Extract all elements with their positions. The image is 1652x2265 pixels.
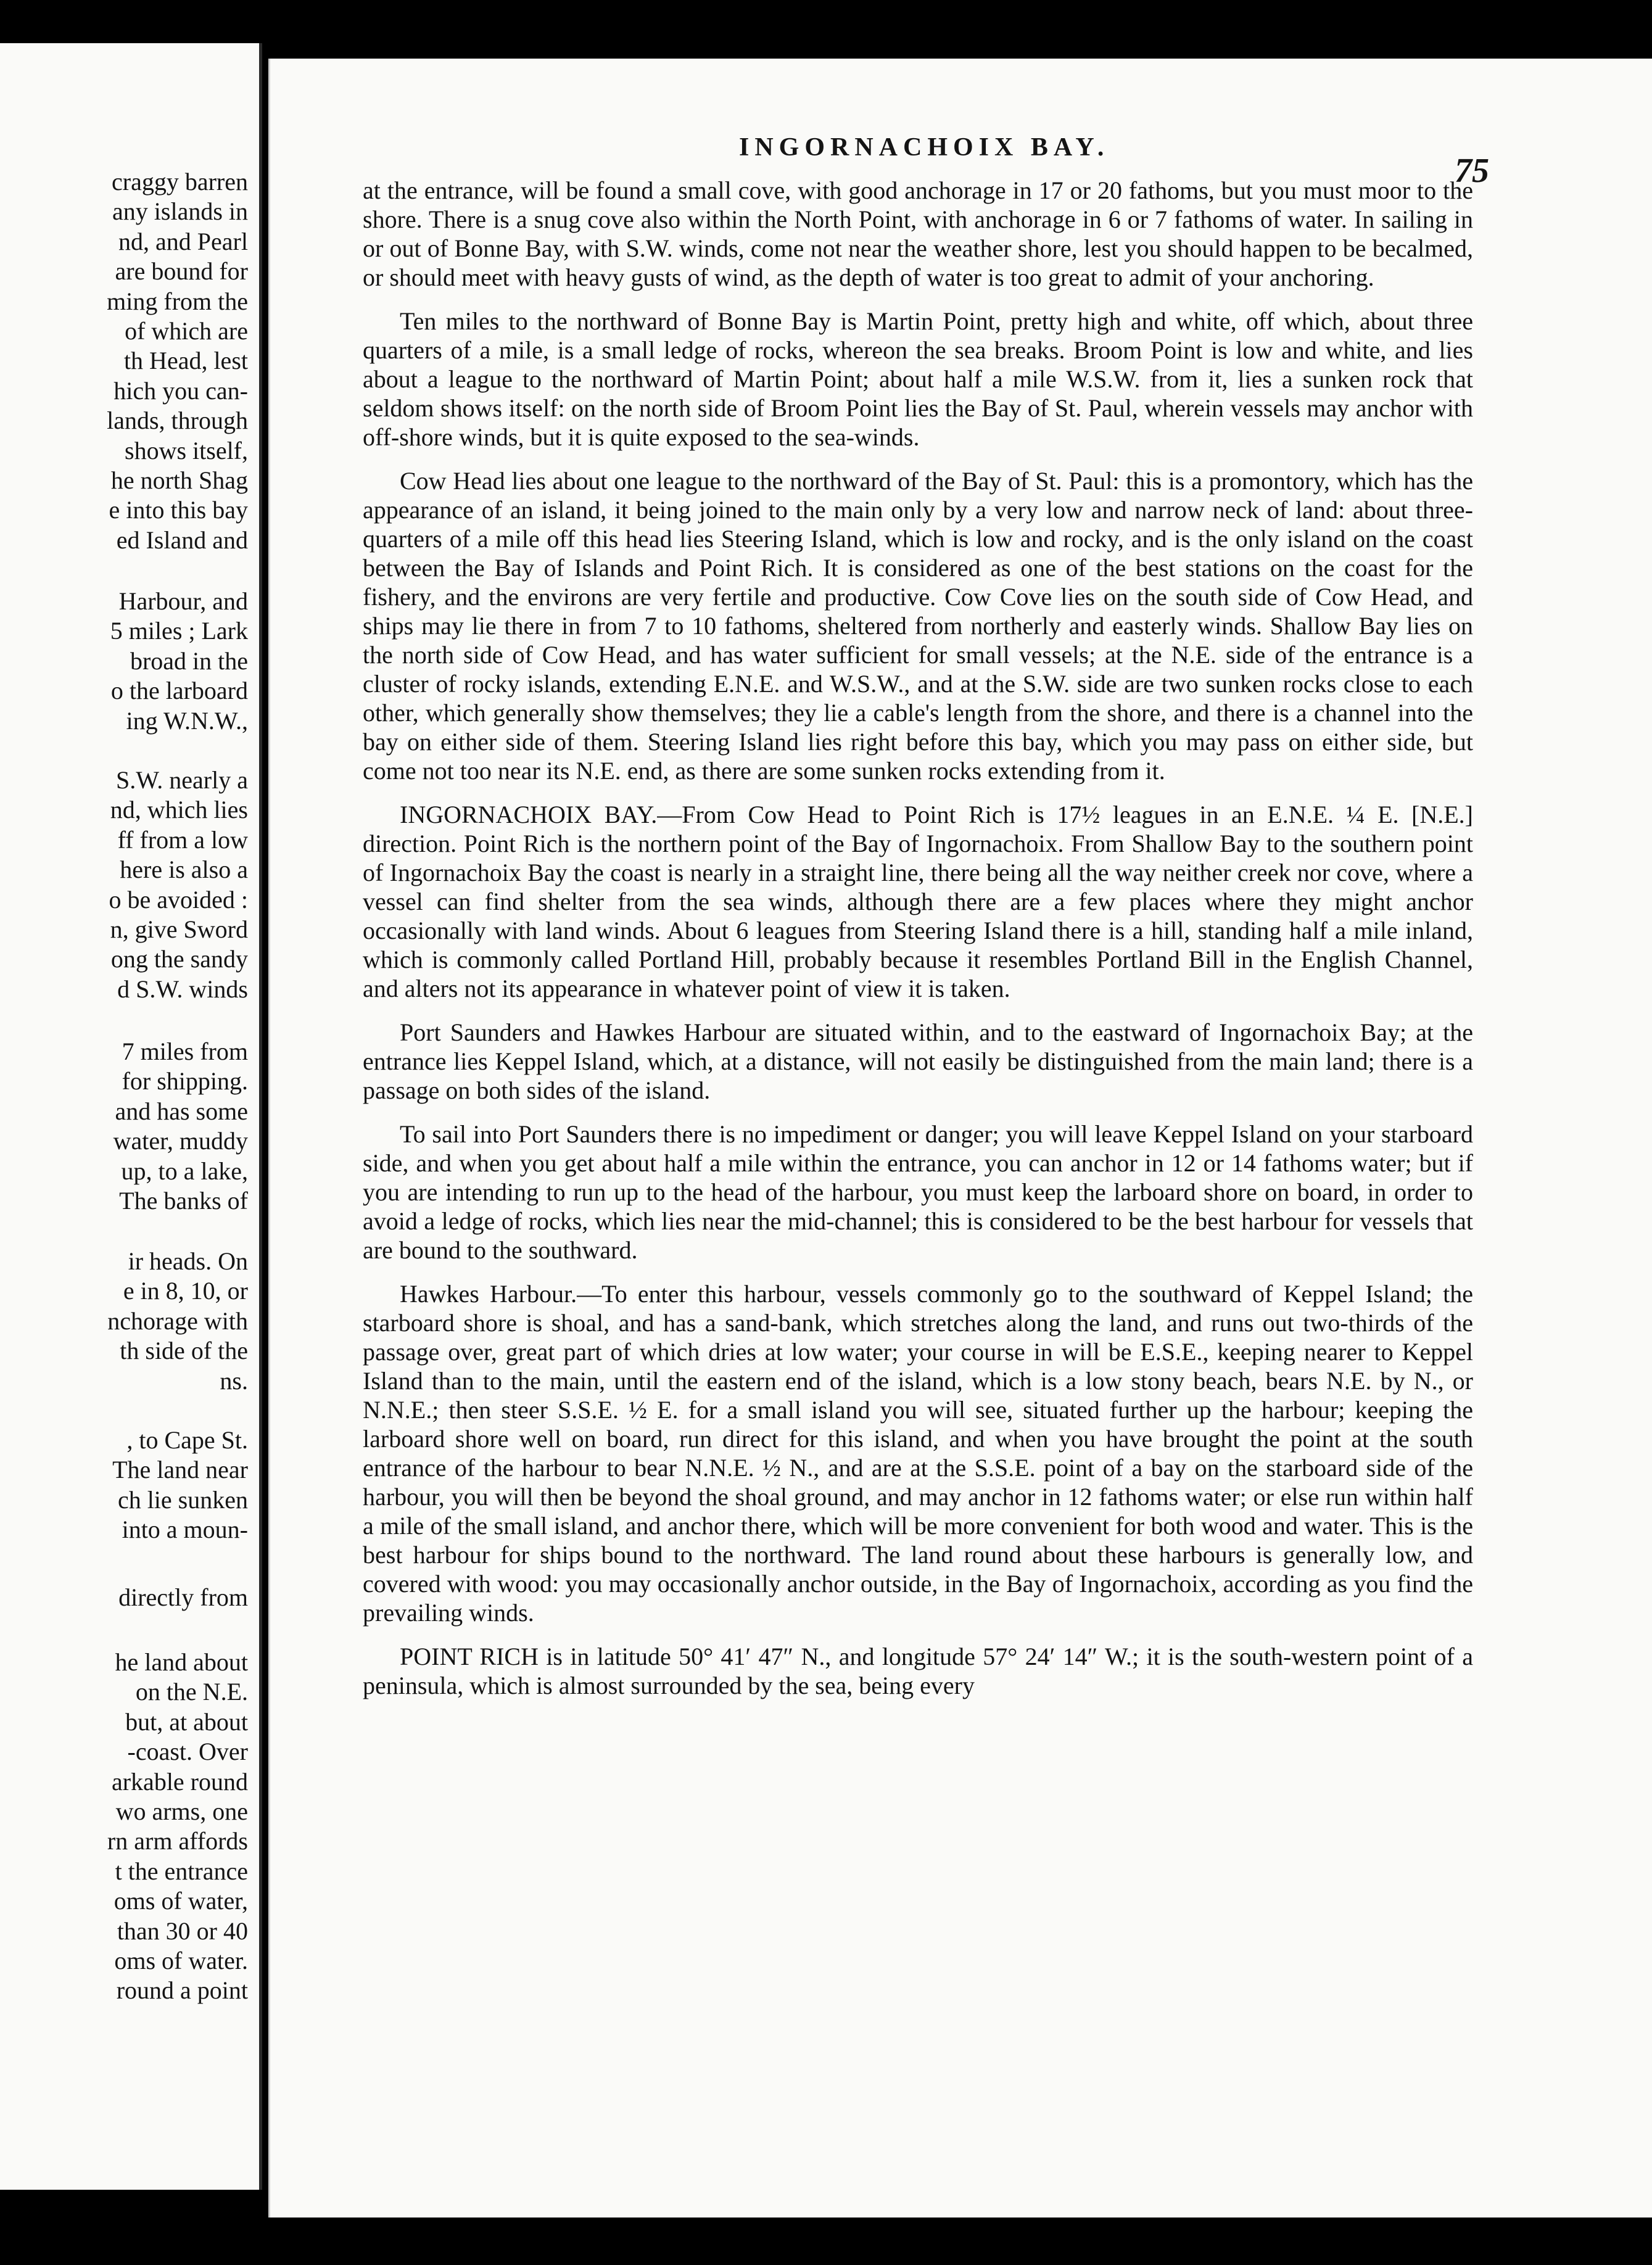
left-line: directly from (118, 1583, 248, 1611)
left-line: th Head, lest (123, 347, 248, 374)
left-line: t the entrance (115, 1857, 248, 1885)
running-header: INGORNACHOIX BAY. (739, 133, 1110, 162)
paragraph: at the entrance, will be found a small cove, with good anchorage in 17 or 20 fathoms, but you must moor to the shore. There is a snug cove also within the North Point, with anchorage in 6 or 7 fathoms of water. In sailing in or out of Bonne Bay, with S.W. winds, come not near the weather shore, lest you should happen to be becalmed, or should meet with heavy gusts of wind, as the depth of water is too great to admit of your anchoring. (363, 176, 1473, 291)
left-line: ir heads. On (128, 1247, 248, 1275)
left-line: craggy barren (112, 168, 248, 196)
left-line: ch lie sunken (117, 1486, 248, 1514)
left-line: shows itself, (125, 437, 248, 464)
left-line: water, muddy (113, 1127, 248, 1155)
left-line: here is also a (120, 856, 248, 883)
body-text (363, 176, 1473, 1715)
left-line: of which are (125, 317, 248, 345)
left-line: nd, which lies (110, 796, 248, 823)
left-line: S.W. nearly a (115, 766, 248, 794)
left-line: oms of water. (114, 1947, 248, 1974)
left-line: ns. (220, 1367, 248, 1395)
left-line: nchorage with (107, 1307, 248, 1335)
left-line: into a moun- (122, 1516, 248, 1543)
left-line: -coast. Over (127, 1738, 248, 1765)
left-line: ff from a low (117, 826, 248, 854)
left-line: on the N.E. (135, 1678, 248, 1706)
left-line: The banks of (119, 1187, 248, 1215)
left-line: rn arm affords (107, 1827, 248, 1855)
left-line: 7 miles from (122, 1038, 248, 1065)
left-line: n, give Sword (110, 915, 248, 943)
left-line: any islands in (112, 197, 248, 225)
paragraph: To sail into Port Saunders there is no impediment or danger; you will leave Keppel Island on your starboard side, and when you get about half a mile within the entrance, you can anchor in 12 or 14 fathoms water; but if you are intending to run up to the head of the harbour, you must keep the larboard shore on board, in order to avoid a ledge of rocks, which lies near the mid-channel; this is considered to be the best harbour for vessels that are bound to the southward. (363, 1120, 1473, 1264)
left-page (0, 43, 262, 2190)
paragraph: Hawkes Harbour.—To enter this harbour, vessels commonly go to the southward of Keppel Island; the starboard shore is shoal, and has a sand-bank, which stretches along the land, and runs out two-thirds of the passage over, great part of which dries at low water; your course in will be E.S.E., keeping nearer to Keppel Island than to the main, until the eastern end of the island, which is a low stony beach, bears N.E. by N., or N.N.E.; then steer S.S.E. ½ E. for a small island you will see, situated further up the harbour; keeping the larboard shore well on board, run direct for this island, and when you have brought the point at the south entrance of the harbour to bear N.N.E. ½ N., and are at the S.S.E. point of a bay on the starboard side of the harbour, you will then be beyond the shoal ground, and may anchor in 12 fathoms water; or else run within half a mile of the small island, and anchor there, which will be more convenient for both wood and water. This is the best harbour for ships bound to the northward. The land round about these harbours is generally low, and covered with wood: you may occasionally anchor outside, in the Bay of Ingornachoix, according as you find the prevailing winds. (363, 1280, 1473, 1627)
left-line: oms of water, (114, 1887, 248, 1915)
left-line: and has some (115, 1097, 248, 1125)
left-line: broad in the (130, 647, 248, 675)
left-line: arkable round (111, 1768, 248, 1796)
paragraph: POINT RICH is in latitude 50° 41′ 47″ N., and longitude 57° 24′ 14″ W.; it is the south-western point of a peninsula, which is almost surrounded by the sea, being every (363, 1643, 1473, 1699)
left-line: The land near (112, 1456, 248, 1483)
left-line: but, at about (125, 1708, 248, 1736)
paragraph: Ten miles to the northward of Bonne Bay is Martin Point, pretty high and white, off which, about three quarters of a mile, is a small ledge of rocks, whereon the sea breaks. Broom Point is low and white, and lies about a league to the northward of Martin Point; about half a mile W.S.W. from it, lies a sunken rock that seldom shows itself: on the north side of Broom Point lies the Bay of St. Paul, wherein vessels may anchor with off-shore winds, but it is quite exposed to the sea-winds. (363, 307, 1473, 451)
left-line: , to Cape St. (126, 1426, 248, 1454)
left-line: th side of the (120, 1337, 248, 1364)
section-paragraph-ingornachoix-bay: INGORNACHOIX BAY.—From Cow Head to Point Rich is 17½ leagues in an E.N.E. ¼ E. [N.E.] direction. Point Rich is the northern point of the Bay of Ingornachoix. From Shallow Bay to the southern point of Ingornachoix Bay the coast is nearly in a straight line, there being all the way neither creek nor cove, where a vessel can find shelter from the sea winds, although there are a few places where they might anchor occasionally with land winds. About 6 leagues from Steering Island there is a hill, standing half a mile inland, which is commonly called Portland Hill, probably because it resembles Portland Bill in the English Channel, and alters not its appearance in whatever point of view it is taken. (363, 801, 1473, 1002)
left-line: nd, and Pearl (118, 228, 248, 255)
left-line: o the larboard (110, 677, 248, 704)
paragraph: Cow Head lies about one league to the northward of the Bay of St. Paul: this is a promontory, which has the appearance of an island, it being joined to the main only by a very low and narrow neck of land: about three-quarters of a mile off this head lies Steering Island, which is low and rocky, and is the only island on the coast between the Bay of Islands and Point Rich. It is considered as one of the best stations on the coast for the fishery, and the environs are very fertile and productive. Cow Cove lies on the south side of Cow Head, and ships may lie there in from 7 to 10 fathoms, sheltered from northerly and easterly winds. Shallow Bay lies on the north side of Cow Head, and has water sufficient for small vessels; at the N.E. side of the entrance is a cluster of rocky islands, extending E.N.E. and W.S.W., and at the S.W. side are two sunken rocks close to each other, which generally show themselves; they lie a cable's length from the shore, and there is a channel into the bay on either side of them. Steering Island lies right before this bay, which you may pass on either side, but come not too near its N.E. end, as there are some sunken rocks extending from it. (363, 467, 1473, 785)
left-line: are bound for (115, 257, 248, 285)
left-line: hich you can- (114, 377, 248, 405)
left-line: ed Island and (116, 526, 248, 554)
left-line: d S.W. winds (117, 975, 248, 1003)
left-line: he north Shag (110, 466, 248, 494)
left-line: Harbour, and (118, 587, 248, 615)
left-line: o be avoided : (109, 886, 248, 914)
paragraph: Port Saunders and Hawkes Harbour are situated within, and to the eastward of Ingornachoix Bay; at the entrance lies Keppel Island, which, at a distance, will not easily be distinguished from the main land; there is a passage on both sides of the island. (363, 1018, 1473, 1104)
left-line: he land about (115, 1648, 248, 1676)
page-number: 75 (1455, 152, 1489, 190)
left-line: than 30 or 40 (117, 1917, 248, 1945)
left-line: ong the sandy (110, 945, 248, 973)
left-line: wo arms, one (115, 1797, 248, 1825)
left-line: for shipping. (122, 1067, 248, 1095)
left-line: 5 miles ; Lark (110, 617, 248, 645)
left-line: ing W.N.W., (126, 707, 248, 735)
left-line: ming from the (107, 287, 248, 315)
left-line: up, to a lake, (121, 1157, 248, 1185)
right-page (268, 59, 1652, 2218)
left-line: lands, through (107, 406, 248, 434)
left-line: round a point (116, 1976, 248, 2004)
left-line: e in 8, 10, or (123, 1277, 248, 1305)
left-line: e into this bay (109, 496, 248, 524)
